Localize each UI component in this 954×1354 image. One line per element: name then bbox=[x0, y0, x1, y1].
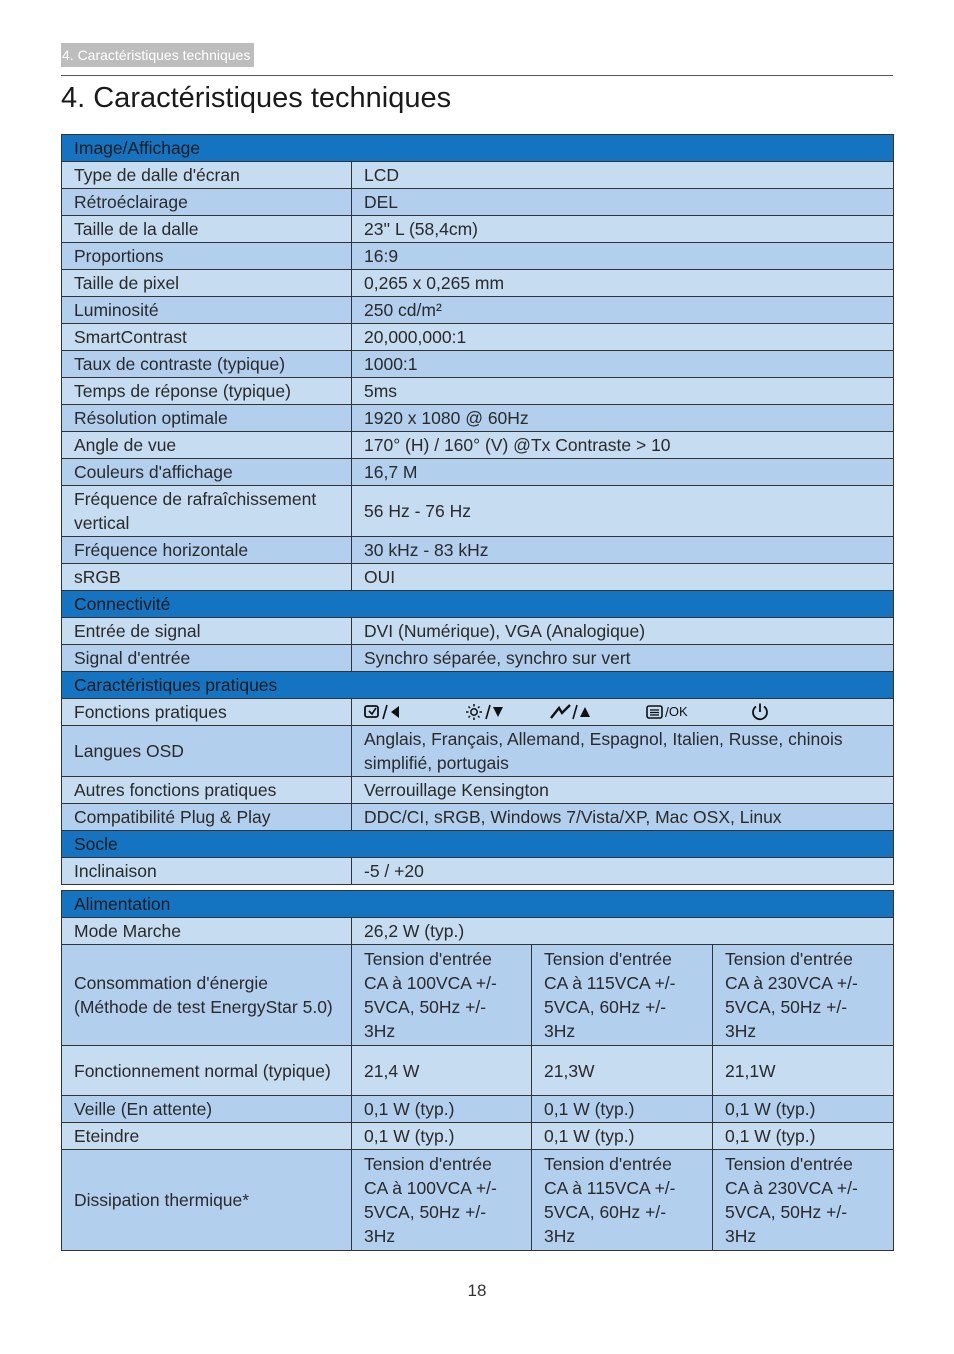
table-row: Proportions 16:9 bbox=[62, 243, 894, 270]
section-header-alimentation: Alimentation bbox=[62, 891, 894, 918]
table-row: Veille (En attente) 0,1 W (typ.) 0,1 W (typ.) 0,1 W (typ.) bbox=[62, 1096, 894, 1123]
table-row: Fréquence horizontale 30 kHz - 83 kHz bbox=[62, 537, 894, 564]
brightness-down-icon bbox=[466, 703, 550, 721]
table-row: Fréquence de rafraîchissement vertical 56 Hz - 76 Hz bbox=[62, 486, 894, 537]
table-row: Rétroéclairage DEL bbox=[62, 189, 894, 216]
table-row: Signal d'entrée Synchro séparée, synchro sur vert bbox=[62, 645, 894, 672]
section-header-socle: Socle bbox=[62, 831, 894, 858]
header-rule bbox=[61, 75, 893, 76]
table-row: Temps de réponse (typique) 5ms bbox=[62, 378, 894, 405]
table-row: Type de dalle d'écran LCD bbox=[62, 162, 894, 189]
page-number: 18 bbox=[467, 1281, 487, 1300]
power-icon bbox=[750, 702, 770, 722]
table-row: Autres fonctions pratiques Verrouillage Kensington bbox=[62, 777, 894, 804]
table-row: Fonctions pratiques / OK bbox=[62, 699, 894, 726]
table-row: Taux de contraste (typique) 1000:1 bbox=[62, 351, 894, 378]
table-row: SmartContrast 20,000,000:1 bbox=[62, 324, 894, 351]
ok-label: OK bbox=[668, 704, 688, 719]
button-icons-row bbox=[364, 700, 881, 724]
table-row: Luminosité 250 cd/m² bbox=[62, 297, 894, 324]
table-row: Consommation d'énergie (Méthode de test EnergyStar 5.0) Tension d'entrée CA à 100VCA +/- 5VCA, 50Hz +/- 3Hz Tension d'entrée CA à 115VCA +/- 5VCA, 60Hz +/- 3Hz Tension d'entrée CA à 230VCA +/- 5VCA, 50Hz +/- 3Hz bbox=[62, 945, 894, 1046]
input-source-back-icon bbox=[364, 703, 466, 721]
table-row: Inclinaison -5 / +20 bbox=[62, 858, 894, 885]
section-header-connectivite: Connectivité bbox=[62, 591, 894, 618]
table-row: Mode Marche 26,2 W (typ.) bbox=[62, 918, 894, 945]
table-row: Taille de pixel 0,265 x 0,265 mm bbox=[62, 270, 894, 297]
table-row: Résolution optimale 1920 x 1080 @ 60Hz bbox=[62, 405, 894, 432]
section-header-image: Image/Affichage bbox=[62, 135, 894, 162]
table-row: Dissipation thermique* Tension d'entrée CA à 100VCA +/- 5VCA, 50Hz +/- 3Hz Tension d'entrée CA à 115VCA +/- 5VCA, 60Hz +/- 3Hz Tension d'entrée CA à 230VCA +/- 5VCA, 50Hz +/- 3Hz bbox=[62, 1150, 894, 1251]
table-row: sRGB OUI bbox=[62, 564, 894, 591]
table-row: Compatibilité Plug & Play DDC/CI, sRGB, Windows 7/Vista/XP, Mac OSX, Linux bbox=[62, 804, 894, 831]
table-row: Eteindre 0,1 W (typ.) 0,1 W (typ.) 0,1 W (typ.) bbox=[62, 1123, 894, 1150]
smartimage-up-icon bbox=[550, 703, 646, 721]
page-title: 4. Caractéristiques techniques bbox=[61, 82, 452, 114]
table-row: Angle de vue 170° (H) / 160° (V) @Tx Contraste > 10 bbox=[62, 432, 894, 459]
breadcrumb: 4. Caractéristiques techniques bbox=[61, 43, 254, 67]
table-row: Entrée de signal DVI (Numérique), VGA (Analogique) bbox=[62, 618, 894, 645]
menu-ok-icon: / OK bbox=[646, 700, 750, 724]
table-row: Langues OSD Anglais, Français, Allemand, Espagnol, Italien, Russe, chinois simplifié, portugais bbox=[62, 726, 894, 777]
section-header-pratiques: Caractéristiques pratiques bbox=[62, 672, 894, 699]
specs-table bbox=[61, 134, 894, 885]
power-table bbox=[61, 890, 894, 1251]
table-row: Couleurs d'affichage 16,7 M bbox=[62, 459, 894, 486]
table-row: Fonctionnement normal (typique) 21,4 W 21,3W 21,1W bbox=[62, 1046, 894, 1096]
table-row: Taille de la dalle 23'' L (58,4cm) bbox=[62, 216, 894, 243]
